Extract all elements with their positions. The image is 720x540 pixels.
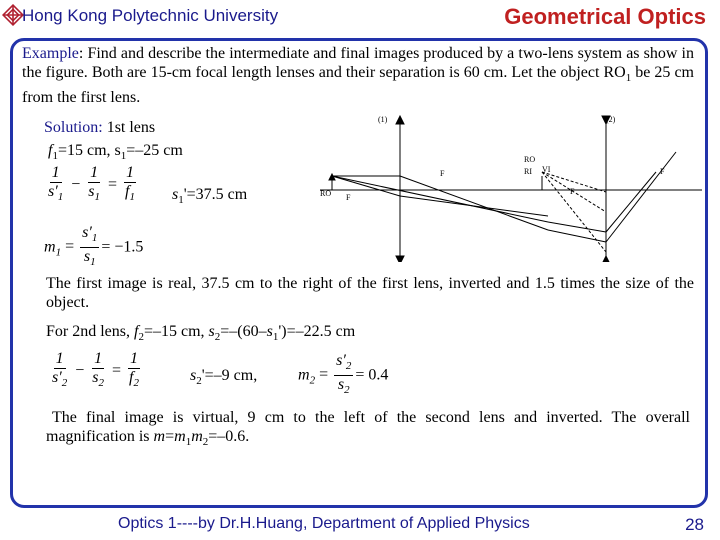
example-label: Example [22, 45, 79, 62]
example-sub: 1 [625, 72, 632, 85]
ri1-label: RI [524, 167, 532, 176]
example-text: : Find and describe the intermediate and final images produced by a two-lens system as show in the figure. Both are 15-cm focal length lenses and their separation is 60 cm. Let the object RO [22, 45, 694, 81]
solution-heading [44, 118, 155, 137]
ro1-label: RO [320, 189, 332, 198]
f2-left-label: F [570, 187, 575, 196]
lens-2-label: (2) [606, 115, 616, 124]
example-text-end: be 25 cm from the first lens. [22, 64, 695, 107]
f2-right-label: F [660, 167, 665, 176]
final-image-description: The final image is virtual, 9 cm to the left of the second lens and inverted. The overall magnification is $m=m_1m_2=-0.6$. [46, 409, 690, 449]
vi2-label: VI [542, 165, 551, 174]
solution-label: Solution: [44, 119, 103, 136]
two-lens-ray-diagram [316, 112, 706, 262]
first-image-description: The first image is real, 37.5 cm to the right of the first lens, inverted and 1.5 times the size of the object. [46, 275, 694, 311]
ro2-label: RO [524, 155, 536, 164]
lens-1-label: (1) [378, 115, 388, 124]
example-paragraph [22, 44, 694, 107]
page-number: 28 [685, 515, 704, 534]
university-logo-icon [2, 4, 24, 26]
solution-given: $f_1=15$ cm, $s_1=-25$ cm [48, 142, 183, 163]
solution-lens1: 1st lens [102, 119, 156, 136]
footer-credit: Optics 1----by Dr.H.Huang, Department of Applied Physics [118, 515, 530, 532]
slide-title: Geometrical Optics [504, 4, 706, 29]
institution-name: Hong Kong Polytechnic University [22, 6, 279, 25]
result-s2-prime: $s_2'=-9$ cm, [190, 367, 258, 388]
magnification-equation-2: $m_2$ = $\frac{s'_2}{s_2}$ = 0.4 [298, 352, 389, 397]
lens2-given: For 2nd lens, $f_2=-15$ cm, $s_2=-(60-s_1')=-22.5$ cm [46, 323, 356, 344]
result-s1-prime: $s_1'=37.5$ cm [172, 186, 248, 207]
f1-left-label: F [346, 193, 351, 202]
magnification-equation-1: $m_1$ = $\frac{s'_1}{s_1}$ = −1.5 [44, 224, 144, 269]
lens-equation-2: $\frac{1}{s'_2}$ − $\frac{1}{s_2}$ = $\frac{1}{f_2}$ [52, 350, 139, 390]
lens-equation-1: $\frac{1}{s'_1}$ − $\frac{1}{s_1}$ = $\frac{1}{f_1}$ [48, 164, 135, 204]
f1-right-label: F [440, 169, 445, 178]
